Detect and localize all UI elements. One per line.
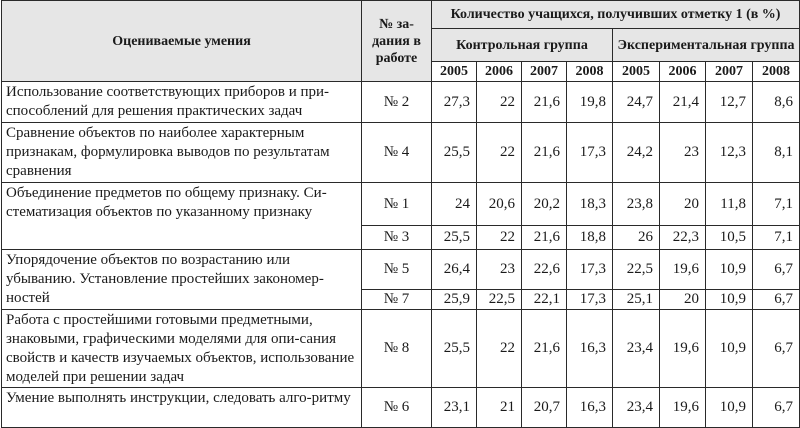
value-cell: 8,6 (753, 82, 800, 123)
task-number-cell: № 1 (362, 183, 432, 226)
value-cell: 22,5 (613, 250, 660, 290)
value-cell: 10,9 (706, 290, 753, 310)
year-header: 2005 (613, 62, 660, 82)
value-cell: 20,2 (522, 183, 567, 226)
count-column-header: Количество учащихся, получивших отметку 1 (в %) (432, 1, 800, 29)
value-cell: 10,9 (706, 388, 753, 428)
value-cell: 18,8 (567, 226, 613, 250)
value-cell: 27,3 (432, 82, 477, 123)
value-cell: 7,1 (753, 183, 800, 226)
value-cell: 19,6 (660, 310, 706, 388)
value-cell: 19,8 (567, 82, 613, 123)
value-cell: 17,3 (567, 250, 613, 290)
table-row (2, 183, 800, 226)
table-row (2, 250, 800, 290)
value-cell: 8,1 (753, 123, 800, 183)
year-header: 2007 (706, 62, 753, 82)
value-cell: 10,5 (706, 226, 753, 250)
table-row (2, 123, 800, 183)
value-cell: 17,3 (567, 290, 613, 310)
skill-cell: Умение выполнять инструкции, следовать алго-ритму (2, 388, 362, 428)
experimental-group-header: Экспериментальная группа (613, 29, 800, 62)
table-row (2, 388, 800, 428)
year-header: 2005 (432, 62, 477, 82)
value-cell: 16,3 (567, 310, 613, 388)
value-cell: 22,3 (660, 226, 706, 250)
value-cell: 23,8 (613, 183, 660, 226)
value-cell: 20 (660, 290, 706, 310)
value-cell: 25,9 (432, 290, 477, 310)
year-header: 2008 (567, 62, 613, 82)
value-cell: 17,3 (567, 123, 613, 183)
value-cell: 12,7 (706, 82, 753, 123)
value-cell: 23,1 (432, 388, 477, 428)
value-cell: 25,5 (432, 310, 477, 388)
value-cell: 21,6 (522, 82, 567, 123)
value-cell: 16,3 (567, 388, 613, 428)
task-number-cell: № 4 (362, 123, 432, 183)
task-number-cell: № 8 (362, 310, 432, 388)
value-cell: 22 (477, 310, 522, 388)
value-cell: 21,4 (660, 82, 706, 123)
value-cell: 24,2 (613, 123, 660, 183)
task-number-cell: № 6 (362, 388, 432, 428)
value-cell: 22 (477, 82, 522, 123)
task-number-cell: № 2 (362, 82, 432, 123)
value-cell: 26 (613, 226, 660, 250)
value-cell: 23,4 (613, 388, 660, 428)
value-cell: 20,6 (477, 183, 522, 226)
value-cell: 24 (432, 183, 477, 226)
skill-cell: Упорядочение объектов по возрастанию или убыванию. Установление простейших закономер-ностей (2, 250, 362, 310)
skill-cell: Работа с простейшими готовыми предметными, знаковыми, графическими моделями для опи-сания свойств и качеств изучаемых объектов, использование моделей при решении задач (2, 310, 362, 388)
task-column-header: № за-дания в работе (362, 1, 432, 82)
skill-cell: Сравнение объектов по наиболее характерным признакам, формулировка выводов по результатам сравнения (2, 123, 362, 183)
value-cell: 26,4 (432, 250, 477, 290)
control-group-header: Контрольная группа (432, 29, 613, 62)
value-cell: 21,6 (522, 123, 567, 183)
value-cell: 23 (660, 123, 706, 183)
task-number-cell: № 5 (362, 250, 432, 290)
value-cell: 6,7 (753, 250, 800, 290)
value-cell: 6,7 (753, 388, 800, 428)
value-cell: 12,3 (706, 123, 753, 183)
value-cell: 10,9 (706, 310, 753, 388)
value-cell: 10,9 (706, 250, 753, 290)
value-cell: 25,5 (432, 226, 477, 250)
task-number-cell: № 3 (362, 226, 432, 250)
value-cell: 18,3 (567, 183, 613, 226)
value-cell: 21,6 (522, 226, 567, 250)
value-cell: 22,1 (522, 290, 567, 310)
value-cell: 23,4 (613, 310, 660, 388)
value-cell: 22,5 (477, 290, 522, 310)
year-header: 2008 (753, 62, 800, 82)
year-header: 2006 (477, 62, 522, 82)
value-cell: 7,1 (753, 226, 800, 250)
value-cell: 21 (477, 388, 522, 428)
value-cell: 22,6 (522, 250, 567, 290)
skill-cell: Объединение предметов по общему признаку. Си-стематизация объектов по указанному признаку (2, 183, 362, 250)
value-cell: 22 (477, 226, 522, 250)
value-cell: 6,7 (753, 290, 800, 310)
year-header: 2006 (660, 62, 706, 82)
skill-cell: Использование соответствующих приборов и при-способлений для решения практических задач (2, 82, 362, 123)
table-row (2, 310, 800, 388)
value-cell: 19,6 (660, 250, 706, 290)
value-cell: 20 (660, 183, 706, 226)
value-cell: 6,7 (753, 310, 800, 388)
value-cell: 25,1 (613, 290, 660, 310)
results-table (1, 0, 800, 428)
value-cell: 21,6 (522, 310, 567, 388)
task-number-cell: № 7 (362, 290, 432, 310)
value-cell: 20,7 (522, 388, 567, 428)
value-cell: 11,8 (706, 183, 753, 226)
value-cell: 22 (477, 123, 522, 183)
value-cell: 23 (477, 250, 522, 290)
value-cell: 25,5 (432, 123, 477, 183)
value-cell: 19,6 (660, 388, 706, 428)
value-cell: 24,7 (613, 82, 660, 123)
skills-column-header: Оцениваемые умения (2, 1, 362, 82)
table-row (2, 82, 800, 123)
year-header: 2007 (522, 62, 567, 82)
